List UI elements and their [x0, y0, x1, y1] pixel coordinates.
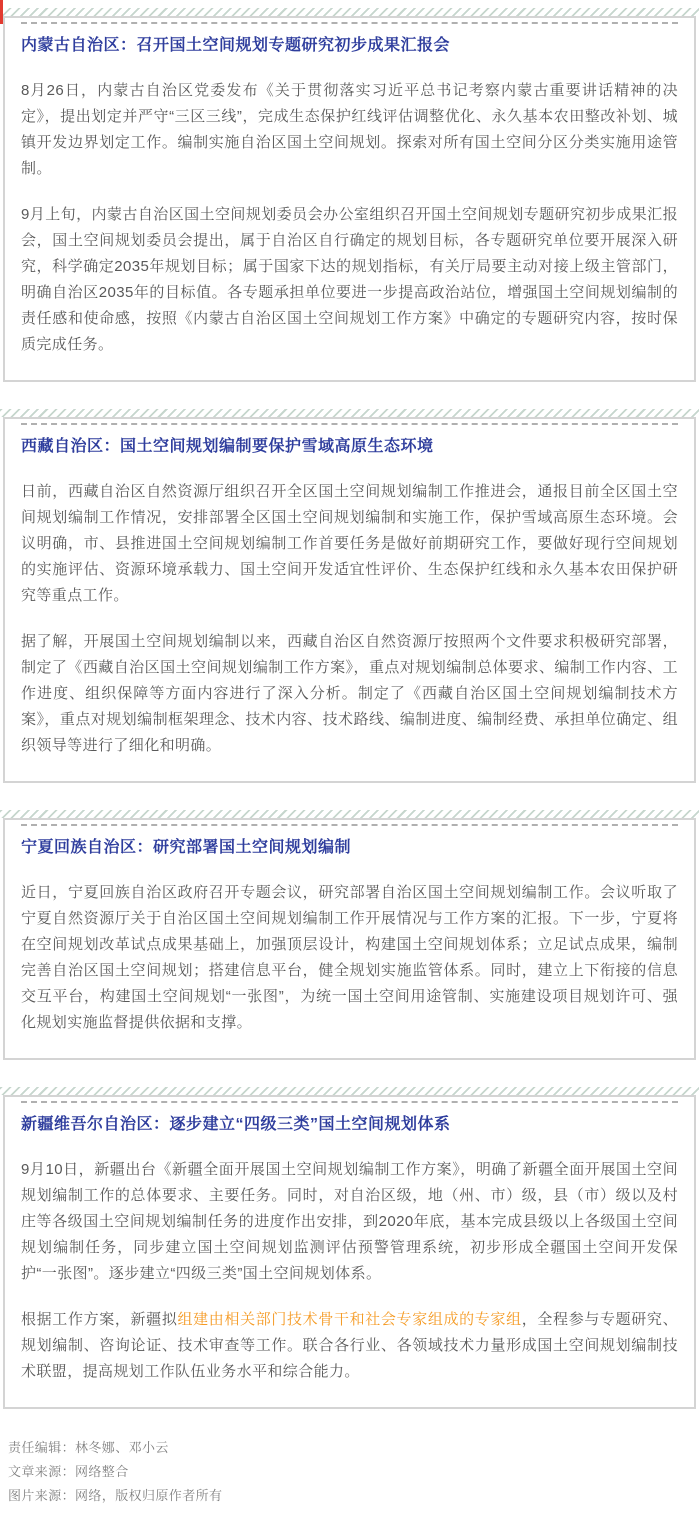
- section-paragraph: 据了解，开展国土空间规划编制以来，西藏自治区自然资源厅按照两个文件要求积极研究部署，制定了《西藏自治区国土空间规划编制工作方案》，重点对规划编制总体要求、编制工作内容、工作进度、组织保障等方面内容进行了深入分析。制定了《西藏自治区国土空间规划编制技术方案》，重点对规划编制框架理念、技术内容、技术路线、编制进度、编制经费、承担单位确定、组织领导等进行了细化和明确。: [21, 633, 678, 754]
- hatch-border: [0, 810, 699, 818]
- news-section-xizang: [0, 409, 699, 783]
- article-footer: [8, 1436, 699, 1524]
- paragraph-text: 根据工作方案，新疆拟: [21, 1311, 178, 1328]
- dashed-divider: [21, 824, 678, 826]
- dashed-divider: [21, 1101, 678, 1103]
- section-paragraph: 8月26日，内蒙古自治区党委发布《关于贯彻落实习近平总书记考察内蒙古重要讲话精神的决定》，提出划定并严守“三区三线”，完成生态保护红线评估调整优化、永久基本农田整改补划、城镇开发边界划定工作。编制实施自治区国土空间规划。探索对所有国土空间分区分类实施用途管制。: [21, 82, 678, 177]
- section-box: [3, 417, 696, 783]
- section-box: [3, 1095, 696, 1409]
- section-title: 西藏自治区：国土空间规划编制要保护雪域高原生态环境: [21, 438, 434, 455]
- dashed-divider: [21, 22, 678, 24]
- news-section-ningxia: [0, 810, 699, 1060]
- section-paragraph: 9月10日，新疆出台《新疆全面开展国土空间规划编制工作方案》，明确了新疆全面开展国土空间规划编制工作的总体要求、主要任务。同时，对自治区级，地（州、市）级，县（市）级以及村庄等各级国土空间规划编制任务的进度作出安排，到2020年底，基本完成县级以上各级国土空间规划编制任务，同步建立国土空间规划监测评估预警管理系统，初步形成全疆国土空间开发保护“一张图”。逐步建立“四级三类”国土空间规划体系。: [21, 1161, 678, 1282]
- hatch-border: [0, 1087, 699, 1095]
- section-paragraph: 9月上旬，内蒙古自治区国土空间规划委员会办公室组织召开国土空间规划专题研究初步成果汇报会，国土空间规划委员会提出，属于自治区自行确定的规划目标，各专题研究单位要开展深入研究，科学确定2035年规划目标；属于国家下达的规划指标，有关厅局要主动对接上级主管部门，明确自治区2035年的目标值。各专题承担单位要进一步提高政治站位，增强国土空间规划编制的责任感和使命感，按照《内蒙古自治区国土空间规划工作方案》中确定的专题研究内容，按时保质完成任务。: [21, 206, 678, 353]
- section-title: 新疆维吾尔自治区：逐步建立“四级三类”国土空间规划体系: [21, 1116, 451, 1133]
- footer-article-source-line: 文章来源：网络整合: [8, 1464, 129, 1479]
- section-title: 内蒙古自治区：召开国土空间规划专题研究初步成果汇报会: [21, 37, 451, 54]
- section-box: [3, 818, 696, 1060]
- section-paragraph: 近日，宁夏回族自治区政府召开专题会议，研究部署自治区国土空间规划编制工作。会议听取了宁夏自然资源厅关于自治区国土空间规划编制工作开展情况与工作方案的汇报。下一步，宁夏将在空间规划改革试点成果基础上，加强顶层设计，构建国土空间规划体系；立足试点成果，编制完善自治区国土空间规划；搭建信息平台，健全规划实施监管体系。同时，建立上下衔接的信息交互平台，构建国土空间规划“一张图”，为统一国土空间用途管制、实施建设项目规划许可、强化规划实施监督提供依据和支撑。: [21, 884, 678, 1031]
- highlighted-text: 组建由相关部门技术骨干和社会专家组成的专家组: [177, 1311, 522, 1328]
- hatch-border: [0, 409, 699, 417]
- footer-image-source-line: 图片来源：网络，版权归原作者所有: [8, 1488, 223, 1503]
- dashed-divider: [21, 423, 678, 425]
- paragraph-text: ，全程参与专题研究、规划编制、咨询论证、技术审查等工作。联合各行业、各领域技术力量形成国土空间规划编制技术联盟，提高规划工作队伍业务水平和综合能力。: [21, 1311, 678, 1380]
- footer-editor-line: 责任编辑：林冬娜、邓小云: [8, 1440, 169, 1455]
- news-section-neimenggu: [0, 8, 699, 382]
- section-title: 宁夏回族自治区：研究部署国土空间规划编制: [21, 839, 352, 856]
- red-corner-mark: [0, 0, 3, 24]
- hatch-border: [0, 8, 699, 16]
- section-paragraph-highlighted: [21, 1307, 678, 1385]
- section-box: [3, 16, 696, 382]
- news-section-xinjiang: [0, 1087, 699, 1409]
- section-paragraph: 日前，西藏自治区自然资源厅组织召开全区国土空间规划编制工作推进会，通报目前全区国土空间规划编制工作情况，安排部署全区国土空间规划编制和实施工作，保护雪域高原生态环境。会议明确，市、县推进国土空间规划编制工作首要任务是做好前期研究工作，要做好现行空间规划的实施评估、资源环境承载力、国土空间开发适宜性评价、生态保护红线和永久基本农田保护研究等重点工作。: [21, 483, 678, 604]
